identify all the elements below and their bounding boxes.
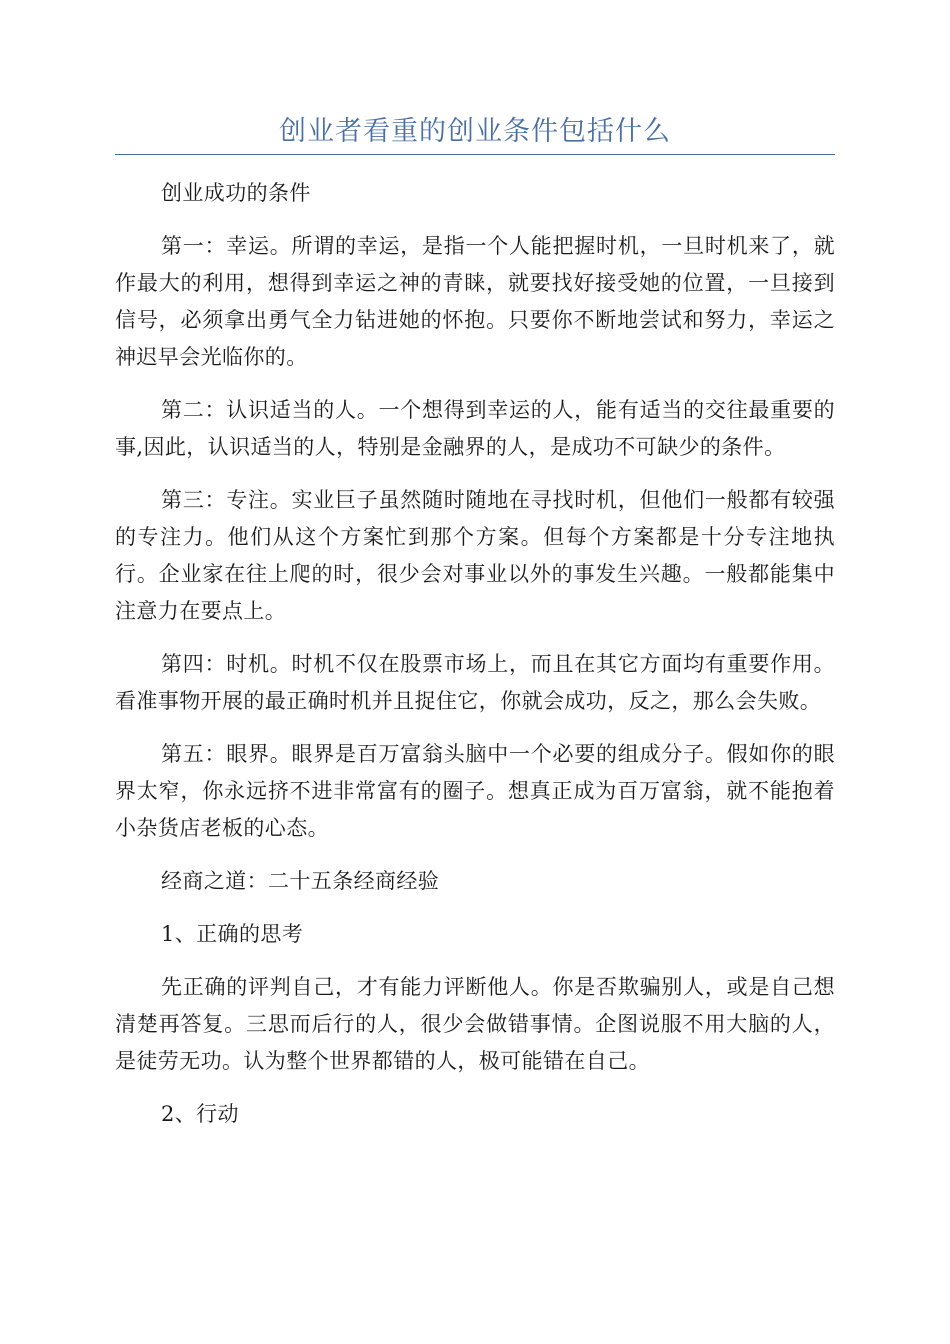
paragraph-right-people: 第二：认识适当的人。一个想得到幸运的人，能有适当的交往最重要的事,因此，认识适当的人，特别是金融界的人，是成功不可缺少的条件。 [115,398,835,459]
paragraph-timing: 第四：时机。时机不仅在股票市场上，而且在其它方面均有重要作用。看准事物开展的最正确时机并且捉住它，你就会成功，反之，那么会失败。 [115,652,835,713]
document-title: 创业者看重的创业条件包括什么 [279,116,671,147]
subheading-correct-thinking: 1、正确的思考 [161,922,304,946]
subheading-action: 2、行动 [161,1102,239,1126]
section-heading-business-experience: 经商之道：二十五条经商经验 [161,869,440,893]
paragraph-correct-thinking: 先正确的评判自己，才有能力评断他人。你是否欺骗别人，或是自己想清楚再答复。三思而后行的人，很少会做错事情。企图说服不用大脑的人，是徒劳无功。认为整个世界都错的人，极可能错在自己。 [115,975,835,1073]
section-heading-success-conditions: 创业成功的条件 [161,181,311,205]
paragraph-vision: 第五：眼界。眼界是百万富翁头脑中一个必要的组成分子。假如你的眼界太窄，你永远挤不进非常富有的圈子。想真正成为百万富翁，就不能抱着小杂货店老板的心态。 [115,742,835,840]
paragraph-focus: 第三：专注。实业巨子虽然随时随地在寻找时机，但他们一般都有较强的专注力。他们从这个方案忙到那个方案。但每个方案都是十分专注地执行。企业家在往上爬的时，很少会对事业以外的事发生兴趣。一般都能集中注意力在要点上。 [115,488,835,623]
title-underline [115,154,835,155]
paragraph-luck: 第一：幸运。所谓的幸运，是指一个人能把握时机，一旦时机来了，就作最大的利用，想得到幸运之神的青睐，就要找好接受她的位置，一旦接到信号，必须拿出勇气全力钻进她的怀抱。只要你不断地尝试和努力，幸运之神迟早会光临你的。 [115,234,835,369]
document-body [115,175,835,1149]
